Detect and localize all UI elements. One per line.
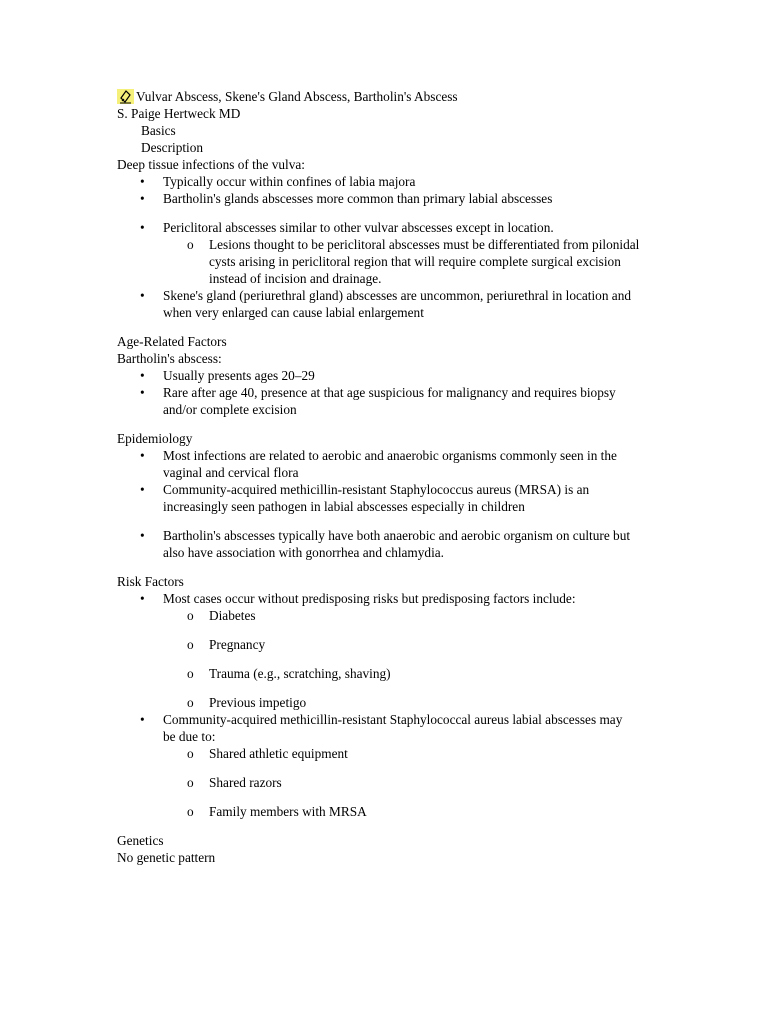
list-item: • Typically occur within confines of labia majora [117, 173, 657, 190]
description-sublist [117, 236, 657, 287]
list-item: o Family members with MRSA [117, 803, 657, 820]
risk-heading: Risk Factors [117, 574, 184, 589]
list-item: • Community-acquired methicillin-resistant Staphylococcal aureus labial abscesses may be due to: [117, 711, 633, 745]
list-item: o Shared razors [117, 774, 657, 791]
description-heading: Description [141, 140, 204, 155]
risk-list [117, 590, 657, 607]
note-icon[interactable] [117, 89, 134, 104]
description-list [117, 173, 657, 236]
list-item: • Most infections are related to aerobic and anaerobic organisms commonly seen in the vaginal and cervical flora [117, 447, 633, 481]
author: S. Paige Hertweck MD [117, 106, 241, 121]
list-item: o Diabetes [117, 607, 657, 624]
list-item: o Pregnancy [117, 636, 657, 653]
list-item: o Trauma (e.g., scratching, shaving) [117, 665, 657, 682]
list-item: • Community-acquired methicillin-resistant Staphylococcus aureus (MRSA) is an increasingly seen pathogen in labial abscesses especially in children [117, 481, 633, 515]
list-item: o Shared athletic equipment [117, 745, 657, 762]
list-item: • Periclitoral abscesses similar to other vulvar abscesses except in location. [117, 219, 657, 236]
list-item: o Lesions thought to be periclitoral abscesses must be differentiated from pilonidal cysts arising in periclitoral region that will require complete surgical excision instead of incision and drainage. [117, 236, 659, 287]
age-heading: Age-Related Factors [117, 334, 227, 349]
genetics-text: No genetic pattern [117, 850, 216, 865]
mrsa-list [117, 711, 657, 745]
list-item: • Bartholin's glands abscesses more common than primary labial abscesses [117, 190, 657, 207]
title-row [117, 88, 657, 105]
description-intro: Deep tissue infections of the vulva: [117, 157, 305, 172]
skene-list [117, 287, 657, 321]
list-item: • Rare after age 40, presence at that age suspicious for malignancy and requires biopsy and/or complete excision [117, 384, 633, 418]
basics-heading: Basics [141, 123, 176, 138]
mrsa-sublist [117, 745, 657, 820]
document-page [117, 88, 657, 866]
genetics-heading: Genetics [117, 833, 164, 848]
list-item: • Bartholin's abscesses typically have both anaerobic and aerobic organism on culture but also have association with gonorrhea and chlamydia. [117, 527, 633, 561]
epidemiology-heading: Epidemiology [117, 431, 193, 446]
list-item: o Previous impetigo [117, 694, 657, 711]
document-title: Vulvar Abscess, Skene's Gland Abscess, Bartholin's Abscess [136, 89, 458, 104]
age-list [117, 367, 657, 418]
age-intro: Bartholin's abscess: [117, 351, 222, 366]
list-item: • Skene's gland (periurethral gland) abscesses are uncommon, periurethral in location and when very enlarged can cause labial enlargement [117, 287, 633, 321]
epidemiology-list [117, 447, 657, 561]
list-item: • Most cases occur without predisposing risks but predisposing factors include: [117, 590, 657, 607]
list-item: • Usually presents ages 20–29 [117, 367, 657, 384]
risk-sublist [117, 607, 657, 711]
